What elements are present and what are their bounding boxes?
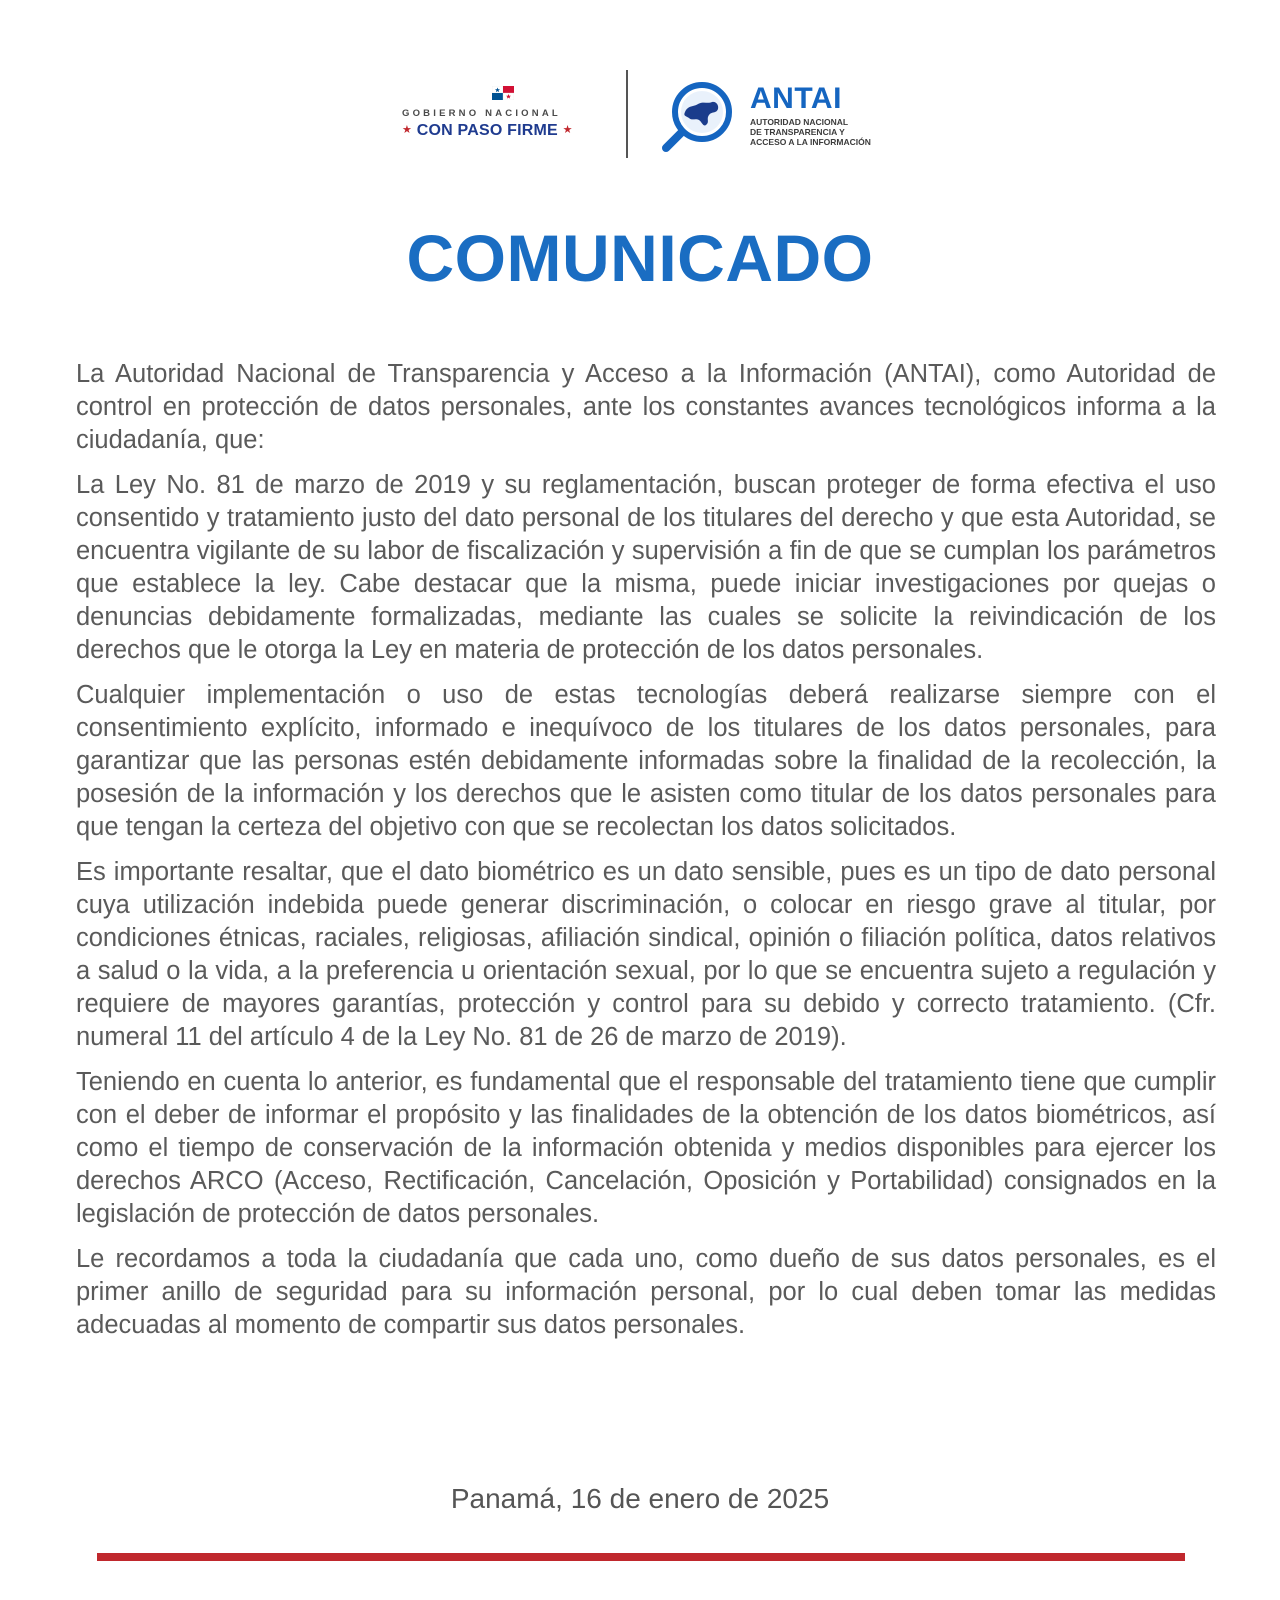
antai-magnifier-map-icon	[658, 78, 736, 156]
body-paragraph: Le recordamos a toda la ciudadanía que cada uno, como dueño de sus datos personales, es el primer anillo de seguridad para su información personal, por lo cual deben tomar las medidas adecuadas al momento de compartir sus datos personales.	[76, 1245, 1216, 1339]
gobierno-nacional-logo	[402, 86, 602, 146]
document-title: COMUNICADO	[406, 221, 874, 295]
antai-subtitle-line: DE TRANSPARENCIA Y	[750, 127, 845, 137]
header-divider	[626, 70, 628, 158]
gobierno-nacional-text: GOBIERNO NACIONAL	[402, 108, 561, 119]
antai-subtitle	[750, 117, 900, 147]
body-paragraph: La Autoridad Nacional de Transparencia y Acceso a la Información (ANTAI), como Autoridad de control en protección de datos personales, ante los constantes avances tecnológicos informa a la ciudadanía, que:	[76, 360, 1216, 454]
bottom-accent-bar	[97, 1553, 1185, 1561]
con-paso-firme-label: CON PASO FIRME	[416, 122, 558, 139]
document-date: Panamá, 16 de enero de 2025	[450, 1483, 830, 1514]
body-paragraph: Es importante resaltar, que el dato biométrico es un dato sensible, pues es un tipo de dato personal cuya utilización indebida puede generar discriminación, o colocar en riesgo grave al titular, por condiciones étnicas, raciales, religiosas, afiliación sindical, opinión o filiación política, datos relativos a salud o la vida, a la preferencia u orientación sexual, por lo que se encuentra sujeto a regulación y requiere de mayores garantías, protección y control para su debido y correcto tratamiento. (Cfr. numeral 11 del artículo 4 de la Ley No. 81 de 26 de marzo de 2019).	[76, 858, 1216, 1051]
antai-wordmark: ANTAI	[750, 82, 842, 115]
antai-subtitle-line: AUTORIDAD NACIONAL	[750, 117, 849, 127]
antai-subtitle-line: ACCESO A LA INFORMACIÓN	[750, 137, 871, 147]
body-paragraph: La Ley No. 81 de marzo de 2019 y su reglamentación, buscan proteger de forma efectiva el uso consentido y tratamiento justo del dato personal de los titulares del derecho y que esta Autoridad, se encuentra vigilante de su labor de fiscalización y supervisión a fin de que se cumplan los parámetros que establece la ley. Cabe destacar que la misma, puede iniciar investigaciones por quejas o denuncias debidamente formalizadas, mediante las cuales se solicite la reivindicación de los derechos que le otorga la Ley en materia de protección de los datos personales.	[76, 471, 1216, 664]
con-paso-firme-text	[402, 122, 602, 140]
document-body	[76, 358, 1216, 1354]
star-icon: ★	[402, 124, 413, 136]
body-paragraph: Teniendo en cuenta lo anterior, es fundamental que el responsable del tratamiento tiene que cumplir con el deber de informar el propósito y las finalidades de la obtención de los datos biométricos, así como el tiempo de conservación de la información obtenida y medios disponibles para ejercer los derechos ARCO (Acceso, Rectificación, Cancelación, Oposición y Portabilidad) consignados en la legislación de protección de datos personales.	[76, 1068, 1216, 1228]
header	[0, 68, 1280, 160]
star-icon: ★	[562, 124, 573, 136]
body-paragraph: Cualquier implementación o uso de estas tecnologías deberá realizarse siempre con el consentimiento explícito, informado e inequívoco de los titulares de los datos personales, para garantizar que las personas estén debidamente informadas sobre la finalidad de la recolección, la posesión de la información y los derechos que le asisten como titular de los datos personales para que tengan la certeza del objetivo con que se recolectan los datos solicitados.	[76, 681, 1216, 841]
panama-flag-icon	[492, 86, 514, 100]
